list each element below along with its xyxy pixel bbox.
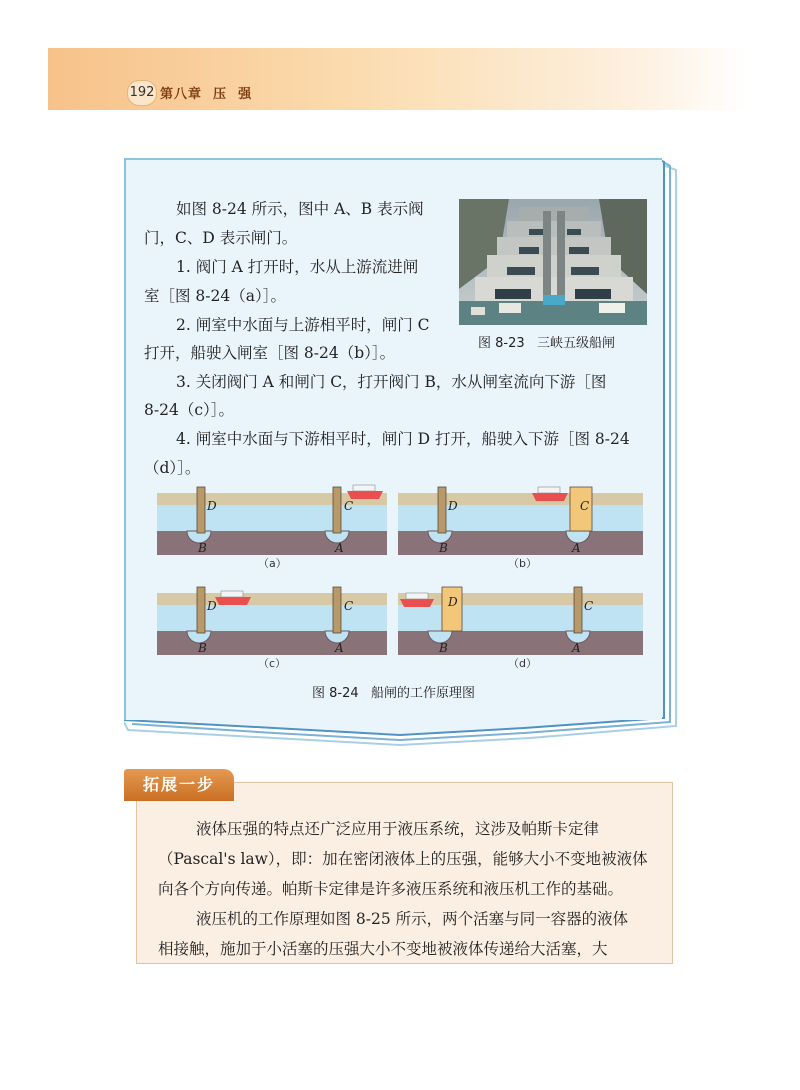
- gate-label-d: D: [207, 599, 217, 613]
- paragraph-line: 4. 闸室中水面与下游相平时，闸门 D 打开，船驶入下游［图 8-24: [176, 430, 630, 448]
- lock-diagram-a: [157, 483, 387, 559]
- paragraph-line: 室［图 8-24（a）］。: [144, 287, 286, 305]
- valve-label-a: A: [572, 641, 581, 655]
- extension-title: 拓展一步: [124, 769, 234, 801]
- extension-line: 相接触，施加于小活塞的压强大小不变地被液体传递给大活塞，大: [158, 940, 608, 958]
- valve-label-a: A: [335, 541, 344, 555]
- gate-label-d: D: [448, 499, 458, 513]
- paragraph-line: 打开，船驶入闸室［图 8-24（b）］。: [144, 344, 396, 362]
- diagram-label: （a）: [258, 557, 287, 570]
- extension-line: 液压机的工作原理如图 8-25 所示，两个活塞与同一容器的液体: [196, 910, 629, 928]
- ship-lock-photo: [459, 199, 647, 325]
- extension-line: 液体压强的特点还广泛应用于液压系统，这涉及帕斯卡定律: [196, 820, 600, 838]
- figure-caption: 图 8-24 船闸的工作原理图: [312, 686, 476, 701]
- valve-label-b: B: [439, 641, 448, 655]
- paragraph-line: （d）］。: [144, 459, 201, 477]
- lock-diagram-c: [157, 583, 387, 659]
- chapter-title: 第八章 压 强: [160, 87, 253, 102]
- gate-label-d: D: [448, 595, 458, 609]
- paragraph-line: 2. 闸室中水面与上游相平时，闸门 C: [176, 316, 430, 334]
- gate-label-d: D: [207, 499, 217, 513]
- paragraph-line: 3. 关闭阀门 A 和闸门 C，打开阀门 B，水从闸室流向下游［图: [176, 373, 607, 391]
- gate-label-c: C: [344, 499, 354, 513]
- photo-caption: 图 8-23 三峡五级船闸: [478, 336, 616, 351]
- diagram-label: （d）: [508, 657, 537, 670]
- lock-diagram-d: [398, 583, 643, 659]
- valve-label-b: B: [198, 541, 207, 555]
- diagram-label: （c）: [258, 657, 287, 670]
- valve-label-b: B: [198, 641, 207, 655]
- gate-label-c: C: [580, 499, 590, 513]
- diagram-label: （b）: [508, 557, 537, 570]
- page-number: 192: [127, 80, 157, 106]
- valve-label-b: B: [439, 541, 448, 555]
- paragraph-line: 1. 阀门 A 打开时，水从上游流进闸: [176, 258, 419, 276]
- valve-label-a: A: [335, 641, 344, 655]
- lock-diagram-b: [398, 483, 643, 559]
- paragraph-line: 如图 8-24 所示，图中 A、B 表示阀: [176, 200, 424, 218]
- extension-line: （Pascal's law），即：加在密闭液体上的压强，能够大小不变地被液体: [158, 850, 648, 868]
- extension-line: 向各个方向传递。帕斯卡定律是许多液压系统和液压机工作的基础。: [158, 880, 624, 898]
- gate-label-c: C: [344, 599, 354, 613]
- valve-label-a: A: [572, 541, 581, 555]
- paragraph-line: 8-24（c）］。: [144, 401, 235, 419]
- paragraph-line: 门，C、D 表示闸门。: [144, 229, 298, 247]
- gate-label-c: C: [584, 599, 594, 613]
